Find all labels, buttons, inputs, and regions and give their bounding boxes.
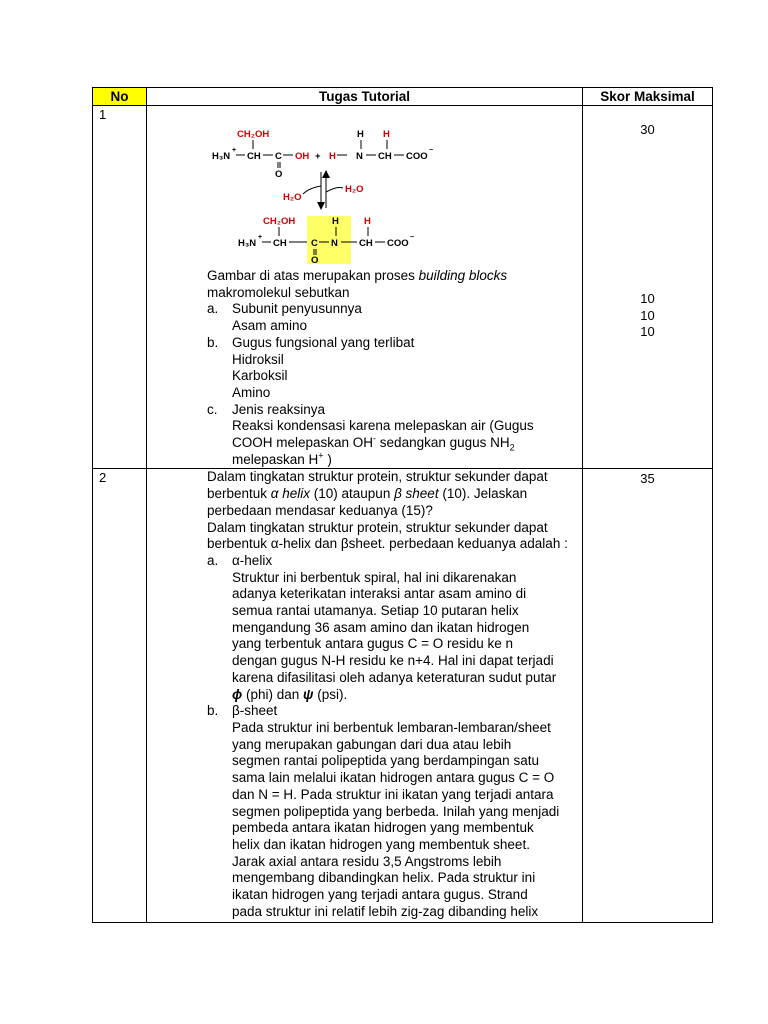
list-answer: Asam amino: [232, 318, 308, 334]
list-answer: Karboksil: [232, 368, 288, 384]
beta-line: dan N = H. Pada struktur ini ikatan yang terjadi antara: [232, 786, 554, 802]
row1-intro: [207, 268, 576, 285]
psi-symbol: ψ: [303, 686, 314, 702]
ch-label-top-left: CH: [247, 151, 261, 162]
score-sub: 10: [640, 307, 655, 323]
beta-line: ikatan hidrogen yang terjadi antara gugus. Strand: [232, 887, 528, 903]
n-label-bottom: N: [331, 238, 338, 249]
item-label: Jenis reaksinya: [232, 401, 326, 417]
list-answer: Amino: [232, 384, 271, 400]
question-line: [207, 486, 576, 503]
superscript: -: [373, 433, 377, 444]
header-row: [93, 88, 713, 106]
h3n-label-bottom: H₃N: [238, 238, 257, 249]
score-cell: [583, 469, 713, 923]
psi-text: (psi).: [313, 686, 348, 702]
o-label-top: O: [275, 169, 283, 180]
beta-line: segmen rantai polipeptida yang berdampingan satu: [232, 753, 539, 769]
q-alpha: α helix: [270, 486, 311, 502]
question-line: Dalam tingkatan struktur protein, struktur sekunder dapat: [207, 469, 548, 485]
reaction-diagram-svg: [207, 106, 447, 266]
alpha-line: dengan gugus N-H residu ke n+4. Hal ini dapat terjadi: [232, 653, 554, 669]
intro-text: Gambar di atas merupakan proses: [207, 268, 419, 283]
list-item: [207, 301, 576, 318]
beta-line: Jarak axial antara residu 3,5 Angstroms lebih: [232, 853, 502, 869]
header-score: Skor Maksimal: [583, 88, 713, 106]
intro-italic: building blocks: [418, 268, 508, 283]
ch-label-bottom-right: CH: [359, 238, 373, 249]
h3n-label-top: H₃N: [212, 151, 231, 162]
list-answer: [207, 435, 576, 452]
beta-line: sama lain melalui ikatan hidrogen antara gugus C = O: [232, 770, 555, 786]
question-line: perbedaan mendasar keduanya (15)?: [207, 502, 433, 518]
q-text: (10) ataupun: [310, 486, 395, 502]
h-label-bottom-alpha: H: [364, 216, 371, 227]
item-marker: b.: [207, 703, 219, 719]
q-text: (10). Jelaskan: [438, 486, 528, 502]
n-label-top: N: [356, 151, 363, 162]
score-main: 30: [640, 122, 655, 137]
alpha-line: karena difasilitasi oleh adanya keteraturan sudut putar: [232, 669, 557, 685]
score-value: 35: [640, 471, 655, 487]
header-no: No: [93, 88, 147, 106]
h-label-top-red: H: [329, 151, 336, 162]
score-sub: 10: [640, 291, 655, 306]
answer-line: Dalam tingkatan struktur protein, struktur sekunder dapat: [207, 519, 548, 535]
item-marker: c.: [207, 401, 218, 417]
alpha-line: [207, 687, 576, 704]
oh-label-top: OH: [295, 151, 310, 162]
ch-label-top-right: CH: [378, 151, 392, 162]
list-answer: Hidroksil: [232, 351, 284, 367]
table-row: [93, 469, 713, 923]
c-label-top: C: [275, 151, 282, 162]
q-text: berbentuk: [207, 486, 271, 502]
tutorial-table: [92, 87, 713, 923]
q-beta: β sheet: [394, 486, 439, 502]
list-item: [207, 553, 576, 570]
alpha-line: mengandung 36 asam amino dan ikatan hidrogen: [232, 619, 530, 635]
header-task: Tugas Tutorial: [147, 88, 583, 106]
h-label-bottom-n: H: [332, 216, 339, 227]
list-item: [207, 402, 576, 419]
item-marker: b.: [207, 334, 219, 350]
beta-line: segmen polipeptida yang berbeda. Inilah yang menjadi: [232, 803, 560, 819]
o-label-bottom: O: [311, 255, 319, 266]
answer-text: COOH melepaskan OH: [232, 435, 374, 451]
charge-minus-bottom: −: [410, 234, 415, 241]
coo-label-top: COO: [406, 151, 428, 162]
superscript: +: [318, 450, 324, 461]
answer-text: sedangkan gugus NH: [376, 435, 510, 451]
ch2oh-label-top: CH₂OH: [237, 129, 270, 140]
row-number: 2: [93, 469, 147, 923]
list-answer: [207, 452, 576, 469]
peptide-bond-diagram: [207, 106, 576, 268]
phi-text: (phi) dan: [242, 686, 304, 702]
item-label: α-helix: [232, 552, 273, 568]
coo-label-bottom: COO: [387, 238, 409, 249]
task-cell: [147, 106, 583, 469]
alpha-line: Struktur ini berbentuk spiral, hal ini dikarenakan: [232, 569, 517, 585]
list-item: [207, 335, 576, 352]
item-label: Subunit penyusunnya: [232, 301, 362, 317]
h2o-left-label: H₂O: [283, 192, 302, 203]
table-row: [93, 106, 713, 469]
ch-label-bottom-left: CH: [273, 238, 287, 249]
beta-line: pembeda antara ikatan hidrogen yang membentuk: [232, 820, 534, 836]
answer-line: berbentuk α-helix dan βsheet. perbedaan keduanya adalah :: [207, 536, 568, 552]
alpha-line: yang terbentuk antara gugus C = O residu ke n: [232, 636, 514, 652]
score-cell: [583, 106, 713, 469]
h-label-top-alpha: H: [383, 129, 390, 140]
task-cell: [147, 469, 583, 923]
plus-sign: +: [315, 151, 321, 162]
charge-plus-bottom: +: [258, 234, 263, 241]
beta-line: Pada struktur ini berbentuk lembaran-lembaran/sheet: [232, 719, 551, 735]
item-marker: a.: [207, 552, 219, 568]
h-label-top-n: H: [357, 129, 364, 140]
subscript: 2: [509, 442, 515, 453]
list-answer: Reaksi kondensasi karena melepaskan air (Gugus: [232, 418, 534, 434]
answer-text: melepaskan H: [232, 451, 319, 467]
charge-minus-top: −: [429, 147, 434, 154]
h2o-right-label: H₂O: [345, 184, 364, 195]
c-label-bottom: C: [311, 238, 318, 249]
phi-symbol: ϕ: [232, 686, 243, 702]
ch2oh-label-bottom: CH₂OH: [263, 216, 296, 227]
list-item: [207, 703, 576, 720]
alpha-line: semua rantai utamanya. Setiap 10 putaran helix: [232, 603, 519, 619]
beta-line: pada struktur ini relatif lebih zig-zag dibanding helix: [232, 903, 539, 919]
beta-line: mengembang dibandingkan helix. Pada struktur ini: [232, 870, 536, 886]
beta-line: yang merupakan gabungan dari dua atau lebih: [232, 736, 512, 752]
answer-text: ): [323, 451, 332, 467]
item-label: β-sheet: [232, 703, 278, 719]
row1-intro-2: makromolekul sebutkan: [207, 284, 350, 300]
score-sub-list: [583, 291, 712, 341]
row-number: 1: [93, 106, 147, 469]
alpha-line: adanya keterikatan interaksi antar asam amino di: [232, 586, 527, 602]
beta-line: helix dan ikatan hidrogen yang membentuk sheet.: [232, 836, 530, 852]
item-marker: a.: [207, 301, 219, 317]
score-sub: 10: [640, 324, 655, 340]
item-label: Gugus fungsional yang terlibat: [232, 334, 415, 350]
charge-plus-top: +: [232, 147, 237, 154]
